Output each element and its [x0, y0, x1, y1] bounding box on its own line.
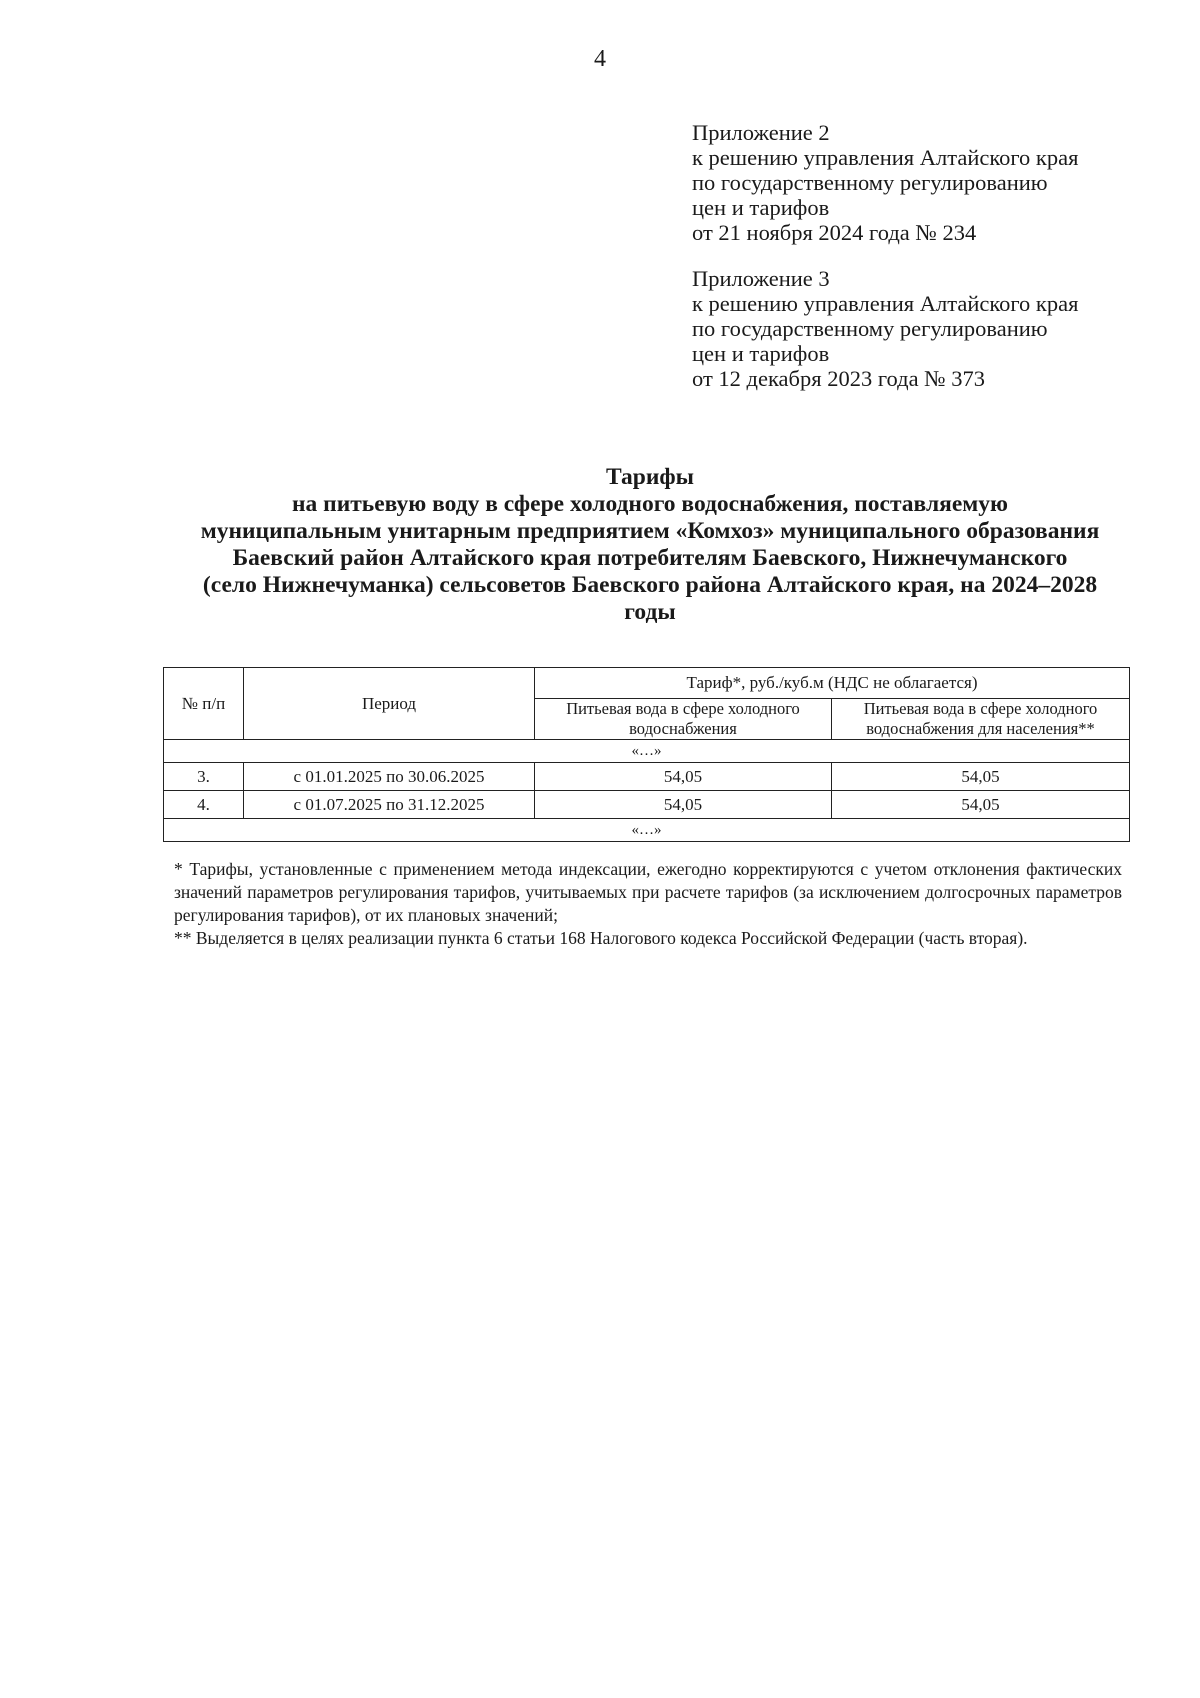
row-period: с 01.01.2025 по 30.06.2025	[244, 763, 535, 791]
header-col-general: Питьевая вода в сфере холодного водоснабжения	[535, 699, 832, 740]
header-period: Период	[244, 668, 535, 740]
table-ellipsis-row	[164, 740, 1130, 763]
title-line: на питьевую воду в сфере холодного водоснабжения, поставляемую	[292, 491, 1008, 517]
table-ellipsis-row	[164, 819, 1130, 842]
appendix-line: Приложение 2	[692, 120, 830, 145]
appendix-line: к решению управления Алтайского края	[692, 145, 1079, 170]
table-header-row	[164, 668, 1130, 699]
appendix-line: к решению управления Алтайского края	[692, 291, 1079, 316]
appendix-original-block	[692, 266, 1152, 391]
row-num: 4.	[164, 791, 244, 819]
title-line: годы	[624, 599, 676, 625]
table-row	[164, 791, 1130, 819]
appendix-line: по государственному регулированию	[692, 316, 1048, 341]
title-line: Баевский район Алтайского края потребителям Баевского, Нижнечуманского	[232, 545, 1068, 571]
row-general: 54,05	[535, 763, 832, 791]
row-population: 54,05	[832, 763, 1130, 791]
header-num: № п/п	[164, 668, 244, 740]
ellipsis: «…»	[164, 819, 1130, 842]
appendix-line: Приложение 3	[692, 266, 830, 291]
page-number: 4	[594, 46, 606, 72]
tariff-table	[163, 667, 1130, 842]
footnote: * Тарифы, установленные с применением метода индексации, ежегодно корректируются с учетом отклонения фактических значений параметров регулирования тарифов, учитываемых при расчете тарифов (за исключением долгосрочных параметров регулирования тарифов), от их плановых значений;	[174, 859, 1122, 925]
appendix-line: от 12 декабря 2023 года № 373	[692, 366, 986, 391]
header-tariff: Тариф*, руб./куб.м (НДС не облагается)	[535, 668, 1130, 699]
ellipsis: «…»	[164, 740, 1130, 763]
appendix-line: от 21 ноября 2024 года № 234	[692, 220, 977, 245]
appendix-line: цен и тарифов	[692, 341, 830, 366]
row-population: 54,05	[832, 791, 1130, 819]
row-period: с 01.07.2025 по 31.12.2025	[244, 791, 535, 819]
appendix-line: по государственному регулированию	[692, 170, 1048, 195]
row-general: 54,05	[535, 791, 832, 819]
footnotes	[174, 858, 1122, 950]
appendix-line: цен и тарифов	[692, 195, 830, 220]
title-line: муниципальным унитарным предприятием «Комхоз» муниципального образования	[200, 518, 1100, 544]
title-line: Тарифы	[605, 464, 695, 490]
header-col-population: Питьевая вода в сфере холодного водоснабжения для населения**	[832, 699, 1130, 740]
title-line: (село Нижнечуманка) сельсоветов Баевского района Алтайского края, на 2024–2028	[202, 572, 1098, 598]
table-row	[164, 763, 1130, 791]
appendix-current-block	[692, 120, 1152, 245]
row-num: 3.	[164, 763, 244, 791]
footnote: ** Выделяется в целях реализации пункта 6 статьи 168 Налогового кодекса Российской Федерации (часть вторая).	[174, 928, 1028, 948]
document-title	[150, 464, 1150, 626]
